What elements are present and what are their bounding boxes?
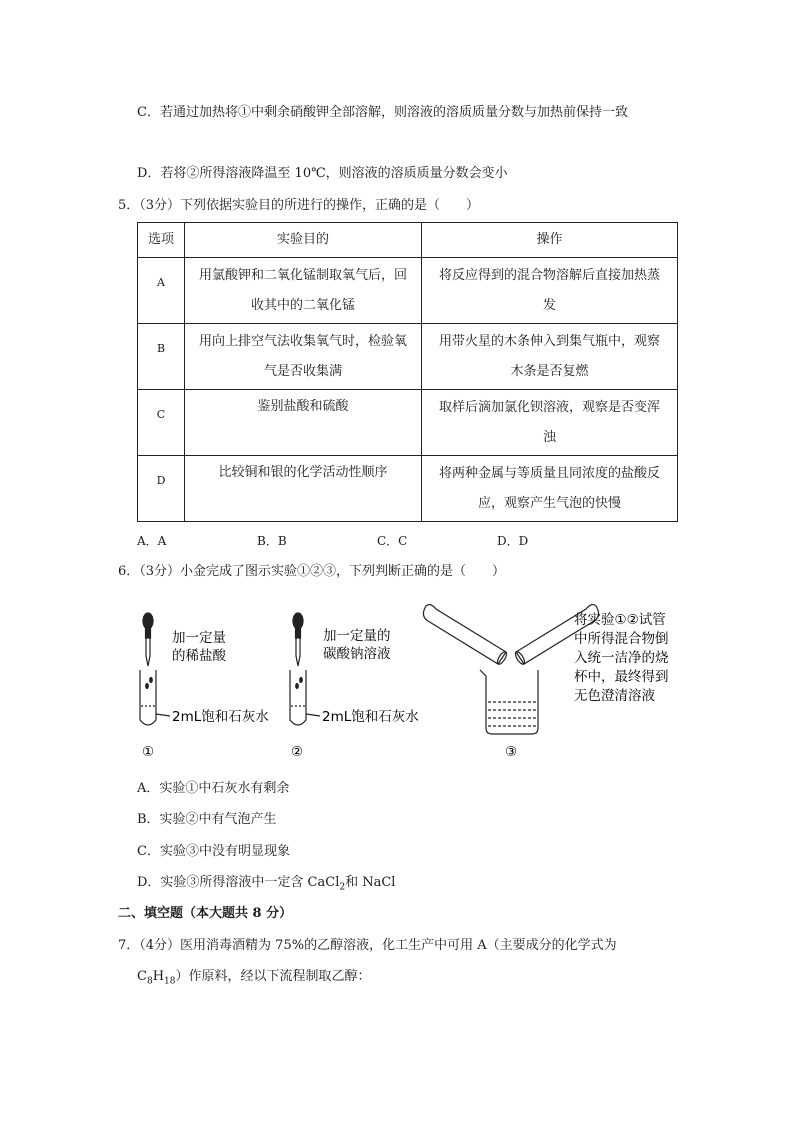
q4-option-c: C．若通过加热将①中剩余硝酸钾全部溶解，则溶液的溶质质量分数与加热前保持一致 <box>137 105 628 120</box>
table-row <box>138 258 678 324</box>
tube-label: 2mL饱和石灰水 <box>172 709 269 725</box>
exp3-description: 无色澄清溶液 <box>574 688 655 704</box>
q4-option-d: D．若将②所得溶液降温至 10℃，则溶液的溶质质量分数会变小 <box>137 166 508 181</box>
dropper-icon <box>143 613 153 666</box>
exp3-description: 杯中，最终得到 <box>574 669 669 685</box>
row-letter: D <box>138 456 185 522</box>
q7-line2: $C_8H_{18}$）作原料，经以下流程制取乙醇： <box>137 969 371 987</box>
marker-3: ③ <box>505 744 518 760</box>
row-purpose: 比较铜和银的化学活动性顺序 <box>185 456 422 522</box>
table-row <box>138 456 678 522</box>
table-header-row <box>138 223 678 258</box>
row-letter: C <box>138 390 185 456</box>
marker-1: ① <box>142 744 155 760</box>
row-operation: 取样后滴加氯化钡溶液，观察是否变浑 浊 <box>422 390 678 456</box>
q6-option-b: B．实验②中有气泡产生 <box>137 812 277 827</box>
exp1-add-label: 的稀盐酸 <box>172 648 226 664</box>
dropper-icon <box>293 613 303 666</box>
section-title: 二、填空题（本大题共 8 分） <box>118 906 293 921</box>
q6-experiment-figure <box>130 588 670 768</box>
choice-b: B．B <box>257 534 287 548</box>
test-tube-2 <box>290 670 320 725</box>
q6-stem: 6．（3分）小金完成了图示实验①②③，下列判断正确的是（ ） <box>118 564 506 579</box>
exp2-add-label: 加一定量的 <box>323 628 391 644</box>
marker-2: ② <box>291 744 304 760</box>
choice-d: D．D <box>497 534 529 548</box>
row-letter: A <box>138 258 185 324</box>
q5-stem: 5．（3分）下列依据实验目的所进行的操作，正确的是（ ） <box>118 198 480 213</box>
q7-line1: 7．（4分）医用消毒酒精为 75%的乙醇溶液，化工生产中可用 A（主要成分的化学式为 <box>118 938 617 953</box>
beaker-icon <box>480 670 538 734</box>
q6-option-c: C．实验③中没有明显现象 <box>137 844 290 859</box>
exp2-add-label: 碳酸钠溶液 <box>323 646 391 662</box>
table-row <box>138 390 678 456</box>
choice-c: C．C <box>377 534 408 548</box>
exp1-add-label: 加一定量 <box>172 630 226 646</box>
tube-label: 2mL饱和石灰水 <box>322 709 419 725</box>
pouring-test-tubes <box>423 605 598 666</box>
exp3-description: 中所得混合物倒 <box>574 631 669 647</box>
q5-options-table <box>137 222 678 522</box>
exp3-description: 入统一洁净的烧 <box>574 650 669 666</box>
choice-a: A．A <box>137 534 167 548</box>
row-purpose: 鉴别盐酸和硫酸 <box>185 390 422 456</box>
row-operation: 将两种金属与等质量且同浓度的盐酸反 应，观察产生气泡的快慢 <box>422 456 678 522</box>
row-letter: B <box>138 324 185 390</box>
row-purpose: 用氯酸钾和二氧化锰制取氧气后，回 收其中的二氧化锰 <box>185 258 422 324</box>
q6-option-d: D．实验③所得溶液中一定含 CaCl$_2$和 NaCl <box>137 875 396 893</box>
header-option: 选项 <box>138 223 185 258</box>
row-purpose: 用向上排空气法收集氧气时，检验氧 气是否收集满 <box>185 324 422 390</box>
row-operation: 用带火星的木条伸入到集气瓶中，观察 木条是否复燃 <box>422 324 678 390</box>
row-operation: 将反应得到的混合物溶解后直接加热蒸 发 <box>422 258 678 324</box>
header-operation: 操作 <box>422 223 678 258</box>
test-tube-1 <box>140 670 170 725</box>
q5-answer-choices <box>137 532 617 549</box>
header-purpose: 实验目的 <box>185 223 422 258</box>
q6-option-a: A．实验①中石灰水有剩余 <box>137 781 290 796</box>
exp3-description: 将实验①②试管 <box>574 612 666 628</box>
table-row <box>138 324 678 390</box>
